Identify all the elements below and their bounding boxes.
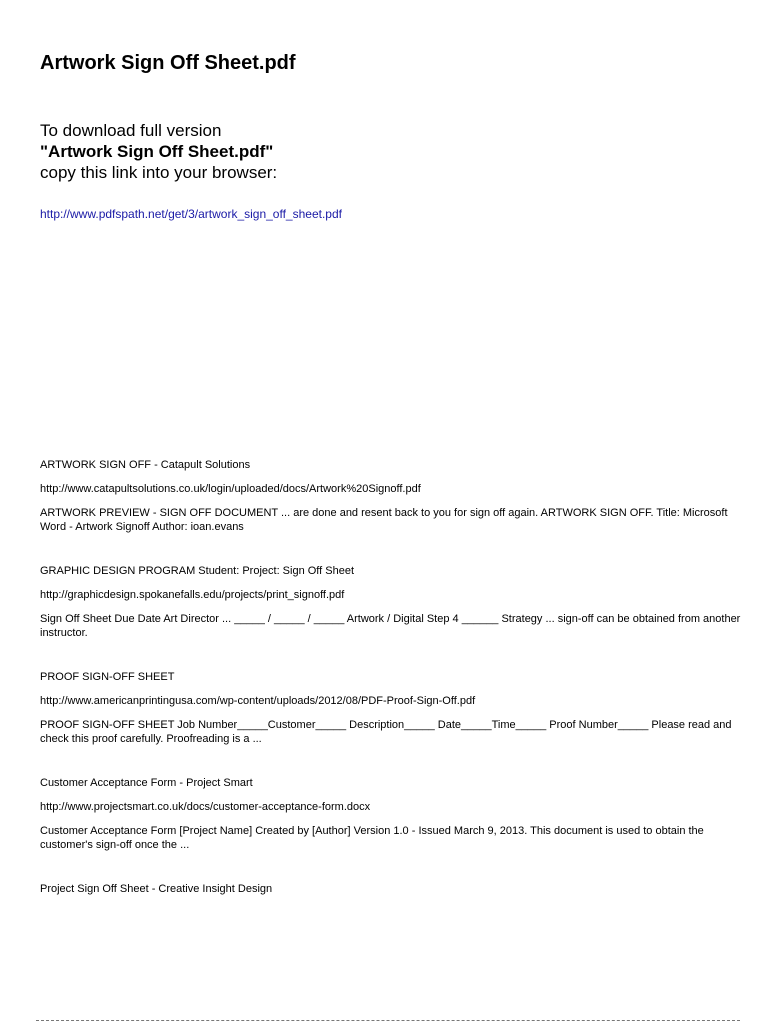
download-line-2: "Artwork Sign Off Sheet.pdf" [40, 142, 274, 161]
result-item [40, 458, 750, 534]
document-title: Artwork Sign Off Sheet.pdf [40, 52, 296, 74]
result-title: PROOF SIGN-OFF SHEET [40, 671, 175, 683]
result-url[interactable]: http://graphicdesign.spokanefalls.edu/projects/print_signoff.pdf [40, 589, 345, 601]
result-title: GRAPHIC DESIGN PROGRAM Student: Project: Sign Off Sheet [40, 565, 355, 577]
result-snippet: Customer Acceptance Form [Project Name] Created by [Author] Version 1.0 - Issued March 9, 2013. This document is used to obtain the customer's sign-off once the ... [40, 825, 704, 851]
download-line-3: copy this link into your browser: [40, 163, 278, 182]
result-snippet: Sign Off Sheet Due Date Art Director ... _____ / _____ / _____ Artwork / Digital Step 4 ______ Strategy ... sign-off can be obtained from another instructor. [40, 613, 741, 639]
result-url[interactable]: http://www.americanprintingusa.com/wp-content/uploads/2012/08/PDF-Proof-Sign-Off.pdf [40, 695, 476, 707]
result-snippet: PROOF SIGN-OFF SHEET Job Number_____Customer_____ Description_____ Date_____Time_____ Proof Number_____ Please read and check this proof carefully. Proofreading is a ... [40, 719, 732, 745]
result-item [40, 776, 750, 852]
result-url[interactable]: http://www.catapultsolutions.co.uk/login/uploaded/docs/Artwork%20Signoff.pdf [40, 483, 421, 495]
download-line-1: To download full version [40, 121, 222, 140]
download-instructions [40, 120, 277, 183]
result-url[interactable]: http://www.projectsmart.co.uk/docs/customer-acceptance-form.docx [40, 801, 371, 813]
result-item [40, 882, 750, 896]
result-item [40, 670, 750, 746]
result-snippet: ARTWORK PREVIEW - SIGN OFF DOCUMENT ... are done and resent back to you for sign off again. ARTWORK SIGN OFF. Title: Microsoft Word - Artwork Signoff Author: ioan.evans [40, 507, 728, 533]
related-results [40, 458, 750, 926]
result-title: Project Sign Off Sheet - Creative Insight Design [40, 883, 273, 895]
result-title: ARTWORK SIGN OFF - Catapult Solutions [40, 459, 251, 471]
result-item [40, 564, 750, 640]
page-footer-divider [36, 1020, 740, 1021]
download-link[interactable]: http://www.pdfspath.net/get/3/artwork_sign_off_sheet.pdf [40, 207, 342, 221]
result-title: Customer Acceptance Form - Project Smart [40, 777, 253, 789]
